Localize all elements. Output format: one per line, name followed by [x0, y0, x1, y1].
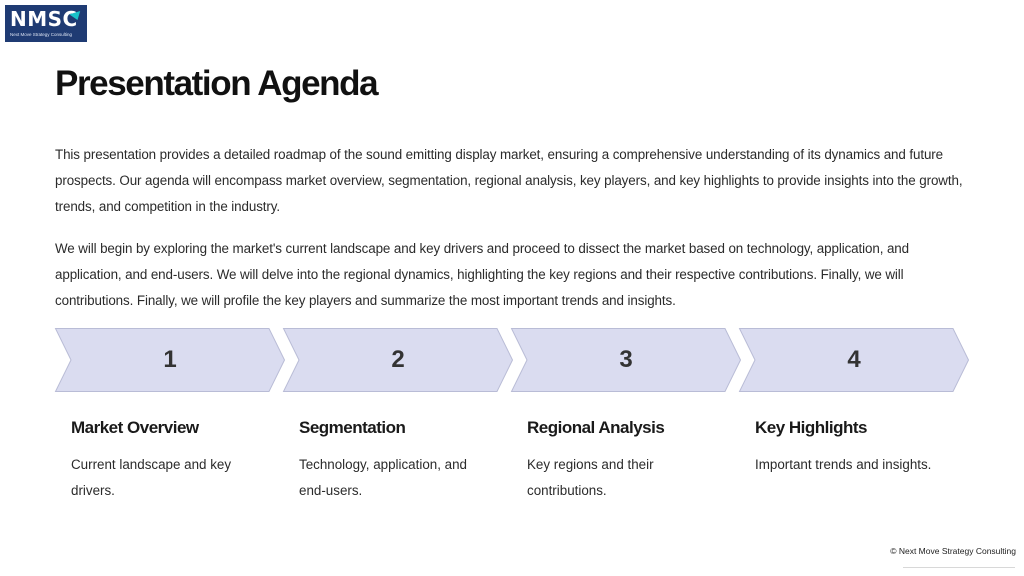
step-arrow-2: [283, 328, 513, 392]
step-number: 2: [391, 346, 405, 373]
step-number: 1: [163, 346, 177, 373]
logo-mark: NMSC: [10, 7, 78, 31]
footer-divider: [903, 567, 1015, 568]
intro-paragraph-1: This presentation provides a detailed roadmap of the sound emitting display market, ensuring a comprehensive understanding of its dynamics and future prospects. Our agenda will encompass market overview, segmentation, regional analysis, key players, and key highlights to provide insights into the growth, trends, and competition in the industry.: [55, 147, 963, 214]
step-arrow-4: [739, 328, 969, 392]
page-title: Presentation Agenda: [55, 64, 378, 103]
step-description: Important trends and insights.: [755, 457, 932, 472]
company-logo: [5, 5, 87, 42]
step-title-market-overview: Market Overview: [71, 418, 199, 437]
logo-tagline: Next Move Strategy Consulting: [10, 32, 73, 37]
step-number: 4: [847, 346, 861, 373]
copyright-footer: © Next Move Strategy Consulting: [890, 546, 1016, 556]
step-arrow-3: [511, 328, 741, 392]
step-description: Key regions and their contributions.: [527, 457, 654, 498]
step-description: Current landscape and key drivers.: [71, 457, 232, 498]
step-title-regional-analysis: Regional Analysis: [527, 418, 665, 437]
step-arrow-1: [55, 328, 285, 392]
intro-paragraph-2: We will begin by exploring the market's current landscape and key drivers and proceed to dissect the market based on technology, application, and application, and end-users. We will delve into the regional dynamics, highlighting the key regions and their respective contributions. Finally, we will contributions. Finally, we will profile the key players and summarize the most important trends and insights.: [55, 241, 909, 308]
step-number: 3: [619, 346, 633, 373]
step-description: Technology, application, and end-users.: [299, 457, 467, 498]
step-title-segmentation: Segmentation: [299, 418, 406, 437]
step-title-key-highlights: Key Highlights: [755, 418, 868, 437]
